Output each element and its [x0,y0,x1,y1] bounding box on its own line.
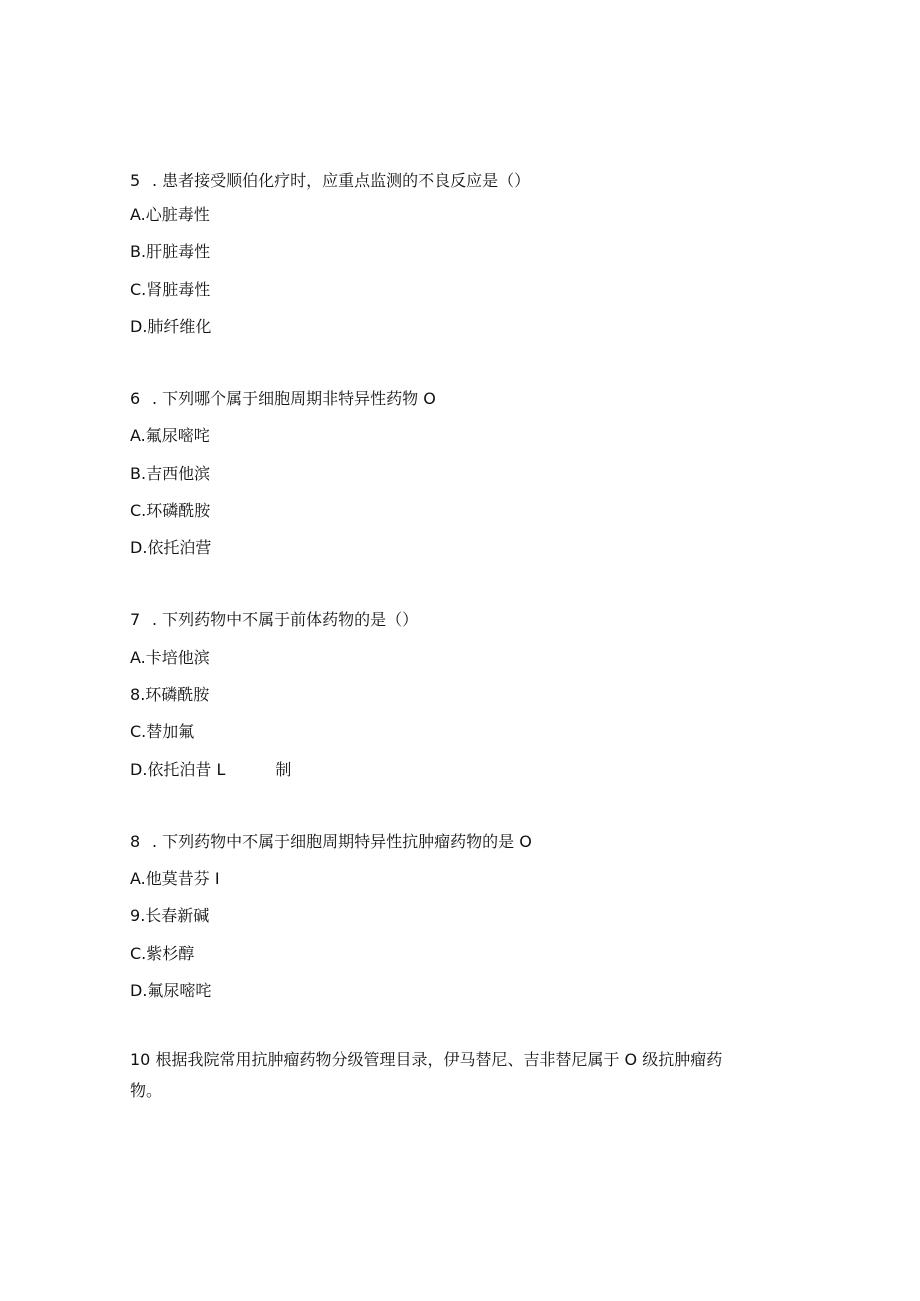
question-7-option-b [130,685,209,705]
option-letter: D. [130,981,148,1000]
question-number: 7 [130,610,141,629]
option-letter: D. [130,538,148,557]
option-letter: C. [130,280,147,299]
question-number: 5 [130,171,141,190]
option-text: 卡培他滨 [145,648,210,667]
question-6-option-d [130,538,211,558]
question-text: . 下列哪个属于细胞周期非特异性药物 O [152,389,436,408]
option-text: 肾脏毒性 [146,280,211,299]
question-5-option-a [130,205,210,225]
question-7-option-a [130,648,210,668]
option-text: 氟尿嘧咤 [145,426,210,445]
option-letter: B. [130,242,147,261]
option-text: 肺纤维化 [147,317,212,336]
option-letter: 8 [130,685,141,704]
option-letter: D. [130,760,148,779]
question-number: 8 [130,832,141,851]
option-letter: D. [130,317,148,336]
question-8-option-b [130,906,209,926]
option-letter: 9 [130,906,141,925]
option-text: .环磷酰胺 [140,685,210,704]
option-text: 依托泊营 [147,538,212,557]
question-number: 10 [130,1050,151,1069]
option-letter: A. [130,426,146,445]
question-7-stem [130,610,418,630]
question-5-stem [130,171,530,191]
question-8-stem [130,832,532,852]
question-number: 6 [130,389,141,408]
option-text: 环磷酰胺 [146,501,211,520]
option-letter: C. [130,501,147,520]
option-text: 肝脏毒性 [146,242,211,261]
question-7-option-d [130,760,291,780]
question-5-option-c [130,280,210,300]
option-text: 替加氟 [146,722,195,741]
option-letter: A. [130,648,146,667]
option-letter: C. [130,944,147,963]
option-letter: C. [130,722,147,741]
option-text: 吉西他滨 [146,464,211,483]
question-5-option-b [130,242,210,262]
option-text: 依托泊昔 L [147,760,226,779]
option-letter: A. [130,869,146,888]
question-8-option-a [130,869,220,889]
question-6-option-a [130,426,210,446]
option-text: .长春新碱 [140,906,210,925]
question-7-option-c [130,722,194,742]
question-5-option-d [130,317,211,337]
question-text: . 下列药物中不属于前体药物的是（） [152,610,419,629]
question-text-continued: 物。 [130,1081,163,1100]
question-text: . 患者接受顺伯化疗时，应重点监测的不良反应是（） [152,171,531,190]
question-6-option-b [130,464,210,484]
option-letter: B. [130,464,147,483]
option-text: 他莫昔芬 I [145,869,220,888]
question-8-option-d [130,981,211,1001]
question-8-option-c [130,944,194,964]
option-letter: A. [130,205,146,224]
option-text: 氟尿嘧咤 [147,981,212,1000]
question-6-stem [130,389,436,409]
question-text: . 下列药物中不属于细胞周期特异性抗肿瘤药物的是 O [152,832,532,851]
question-10-stem-continuation [130,1081,162,1101]
option-text: 心脏毒性 [145,205,210,224]
question-10-stem [130,1050,722,1070]
option-extra-text: 制 [275,760,292,779]
question-6-option-c [130,501,210,521]
option-text: 紫杉醇 [146,944,195,963]
question-text: 根据我院常用抗肿瘤药物分级管理目录，伊马替尼、吉非替尼属于 O 级抗肿瘤药 [150,1050,723,1069]
